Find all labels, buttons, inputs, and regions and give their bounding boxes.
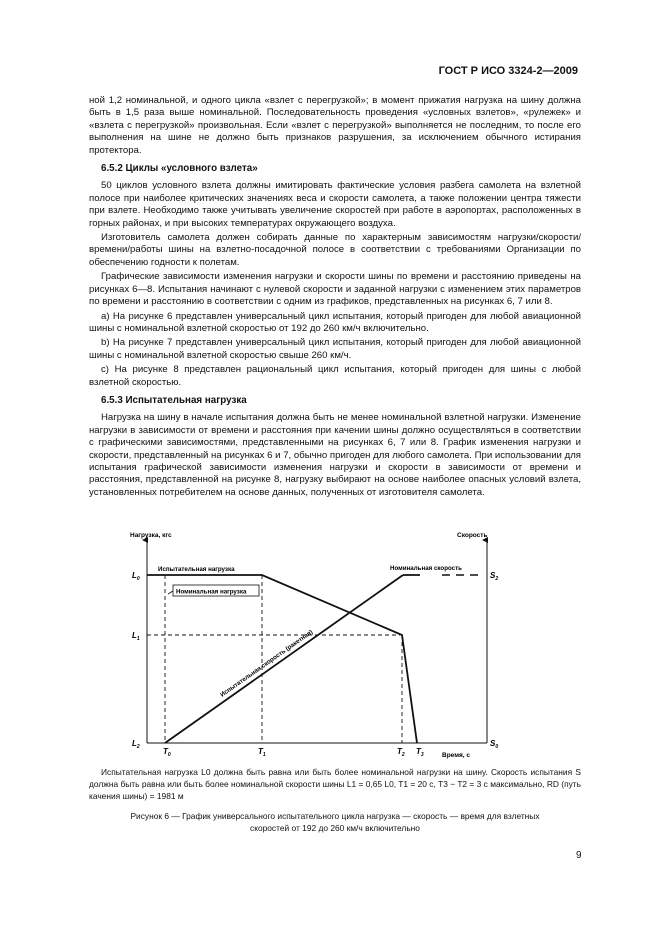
label-test-load: Испытательная нагрузка (158, 566, 235, 573)
label-nominal-load: Номинальная нагрузка (176, 588, 247, 596)
paragraph: 50 циклов условного взлета должны имитировать фактические условия разбега самолета на взлетной полосе при наиболее критических значениях веса и скорости самолета, а также положении центра тяжести при взлете. Необходимо также учитывать увеличение скоростей при работе в аэропортах, расположенных в горных районах, и при высоких температурах окружающего воздуха. (89, 180, 581, 229)
label-nominal-speed: Номинальная скорость (390, 565, 462, 572)
paragraph: ной 1,2 номинальной, и одного цикла «взлет с перегрузкой»; в момент прижатия нагрузка на шину должна быть в 1,5 раза выше номинальной. Последовательность проведения «условных взлетов», «рулежек» и «взлета с перегрузкой» произвольная. Если «взлет с перегрузкой» выполняется не последним, то после его выполнения на шине не должно быть признаков разрушения, за исключением обычного истирания протектора. (89, 95, 581, 156)
page-number: 9 (576, 850, 582, 861)
series-test-load (147, 575, 417, 743)
list-item-a: a) На рисунке 6 представлен универсальный цикл испытания, который пригоден для любой авиационной шины с номинальной взлетной скоростью от 192 до 260 км/ч включительно. (89, 310, 581, 334)
paragraph: Графические зависимости изменения нагрузки и скорости шины по времени и расстоянию приведены на рисунках 6—8. Испытания начинают с нулевой скорости и заданной нагрузки с изменением этих параметров по времени и расстоянию в соответствии с одним из графиков, представленных на рисунках 6, 7 или 8. (89, 271, 581, 308)
document-header: ГОСТ Р ИСО 3324-2—2009 (438, 65, 578, 77)
tick-S0: $S_0$ (490, 739, 499, 750)
tick-T3: $T_3$ (416, 747, 424, 758)
paragraph: Нагрузка на шину в начале испытания должна быть не менее номинальной взлетной нагрузки. Изменение нагрузки в зависимости от времени и расстояния при качении шины должно осуществляться в соответствии с графическими зависимостями, представленными на рисунках 6, 7 или 8. График изменения нагрузки и скорости, представленный на рисунках 6 и 7, обычно пригоден для любого самолета. При использовании для испытания графической зависимости изменения нагрузки и скорости в зависимости от времени и расстояния, представленной на рисунке 8, нагрузку выбирают на основе наиболее опасных условий взлета, установленных потребителем на основе данных, полученных от изготовителя самолета. (89, 412, 581, 498)
y-left-label: Нагрузка, кгс (130, 532, 172, 539)
paragraph: Изготовитель самолета должен собирать данные по характерным зависимостям нагрузки/скорости/времени/работы шины на взлетно-посадочной полосе в соответствии с требованиями Организации по обеспечению годности к полетам. (89, 232, 581, 268)
tick-T0: $T_0$ (163, 747, 171, 758)
tick-L0: $L_0$ (132, 571, 140, 582)
tick-T2: $T_2$ (397, 747, 405, 758)
tick-L1: $L_1$ (132, 631, 140, 642)
list-item-c: c) На рисунке 8 представлен рациональный цикл испытания, который пригоден для шины с любой взлетной скоростью. (89, 364, 581, 388)
x-label: Время, с (442, 752, 471, 759)
caption-line-1: Рисунок 6 — График универсального испытательного цикла нагрузка — скорость — время для взлетных (130, 811, 540, 821)
section-heading-6-5-2: 6.5.2 Циклы «условного взлета» (101, 163, 258, 175)
y-right-label: Скорость (457, 532, 488, 539)
figure-caption (89, 810, 581, 834)
tick-S2: $S_2$ (490, 571, 499, 582)
tick-T1: $T_1$ (258, 747, 266, 758)
body-text (89, 95, 581, 501)
load-speed-chart (120, 525, 510, 760)
caption-line-2: скоростей от 192 до 260 км/ч включительно (250, 823, 420, 833)
tick-L2: $L_2$ (132, 739, 140, 750)
label-test-speed: Испытательная скорость (ракетная) (219, 628, 315, 699)
figure-note: Испытательная нагрузка L0 должна быть равна или быть более номинальной нагрузки на шину. Скорость испытания S должна быть равна или быть более номинальной скорости шины L1 = 0,65 L0, T1 = 20 с, T3 − T2 = 3 с максимально, RD (путь качения шины) = 1981 м (89, 767, 581, 801)
section-heading-6-5-3: 6.5.3 Испытательная нагрузка (101, 394, 247, 406)
label-nominal-load-leader (168, 591, 173, 594)
series-test-speed (165, 575, 403, 743)
list-item-b: b) На рисунке 7 представлен универсальный цикл испытания, который пригоден для любой авиационной шины с номинальной взлетной скоростью свыше 260 км/ч. (89, 337, 581, 361)
